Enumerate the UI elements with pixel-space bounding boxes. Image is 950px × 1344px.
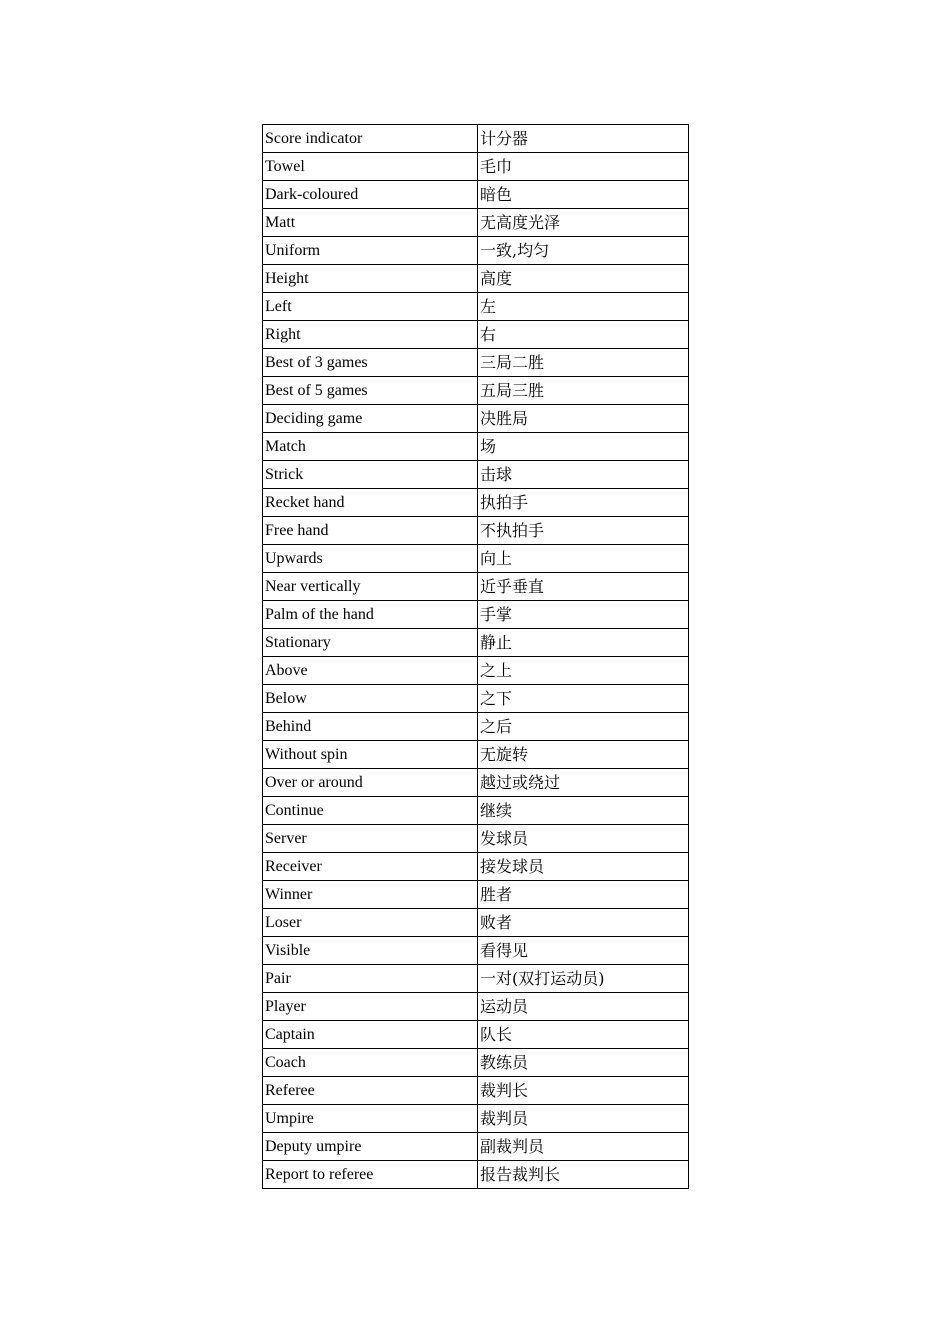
table-row [263, 993, 689, 1021]
chinese-term-cell: 左 [478, 293, 689, 321]
english-term-cell: Loser [263, 909, 478, 937]
chinese-term-cell: 队长 [478, 1021, 689, 1049]
table-row [263, 1105, 689, 1133]
table-row [263, 1021, 689, 1049]
chinese-term-cell: 看得见 [478, 937, 689, 965]
glossary-table [262, 124, 689, 1189]
english-term-cell: Report to referee [263, 1161, 478, 1189]
english-term-cell: Free hand [263, 517, 478, 545]
table-row [263, 181, 689, 209]
chinese-term-cell: 副裁判员 [478, 1133, 689, 1161]
english-term-cell: Height [263, 265, 478, 293]
chinese-term-cell: 毛巾 [478, 153, 689, 181]
table-row [263, 1161, 689, 1189]
table-row [263, 405, 689, 433]
english-term-cell: Server [263, 825, 478, 853]
chinese-term-cell: 高度 [478, 265, 689, 293]
table-row [263, 741, 689, 769]
table-row [263, 1077, 689, 1105]
english-term-cell: Towel [263, 153, 478, 181]
chinese-term-cell: 无旋转 [478, 741, 689, 769]
english-term-cell: Coach [263, 1049, 478, 1077]
chinese-term-cell: 教练员 [478, 1049, 689, 1077]
table-row [263, 965, 689, 993]
table-row [263, 573, 689, 601]
table-row [263, 293, 689, 321]
table-row [263, 853, 689, 881]
table-row [263, 517, 689, 545]
chinese-term-cell: 执拍手 [478, 489, 689, 517]
chinese-term-cell: 败者 [478, 909, 689, 937]
chinese-term-cell: 运动员 [478, 993, 689, 1021]
english-term-cell: Matt [263, 209, 478, 237]
table-row [263, 909, 689, 937]
english-term-cell: Receiver [263, 853, 478, 881]
english-term-cell: Upwards [263, 545, 478, 573]
chinese-term-cell: 之上 [478, 657, 689, 685]
english-term-cell: Captain [263, 1021, 478, 1049]
english-term-cell: Below [263, 685, 478, 713]
chinese-term-cell: 一致,均匀 [478, 237, 689, 265]
table-row [263, 1049, 689, 1077]
chinese-term-cell: 击球 [478, 461, 689, 489]
chinese-term-cell: 报告裁判长 [478, 1161, 689, 1189]
english-term-cell: Left [263, 293, 478, 321]
table-row [263, 657, 689, 685]
chinese-term-cell: 胜者 [478, 881, 689, 909]
glossary-table-body [263, 125, 689, 1189]
table-row [263, 769, 689, 797]
english-term-cell: Umpire [263, 1105, 478, 1133]
table-row [263, 153, 689, 181]
table-row [263, 349, 689, 377]
table-row [263, 713, 689, 741]
english-term-cell: Palm of the hand [263, 601, 478, 629]
english-term-cell: Uniform [263, 237, 478, 265]
table-row [263, 1133, 689, 1161]
english-term-cell: Dark-coloured [263, 181, 478, 209]
table-row [263, 377, 689, 405]
chinese-term-cell: 手掌 [478, 601, 689, 629]
chinese-term-cell: 五局三胜 [478, 377, 689, 405]
english-term-cell: Player [263, 993, 478, 1021]
chinese-term-cell: 发球员 [478, 825, 689, 853]
english-term-cell: Over or around [263, 769, 478, 797]
table-row [263, 601, 689, 629]
table-row [263, 237, 689, 265]
english-term-cell: Referee [263, 1077, 478, 1105]
chinese-term-cell: 无高度光泽 [478, 209, 689, 237]
english-term-cell: Winner [263, 881, 478, 909]
english-term-cell: Score indicator [263, 125, 478, 153]
table-row [263, 125, 689, 153]
chinese-term-cell: 越过或绕过 [478, 769, 689, 797]
chinese-term-cell: 三局二胜 [478, 349, 689, 377]
chinese-term-cell: 之后 [478, 713, 689, 741]
chinese-term-cell: 之下 [478, 685, 689, 713]
english-term-cell: Behind [263, 713, 478, 741]
chinese-term-cell: 计分器 [478, 125, 689, 153]
chinese-term-cell: 不执拍手 [478, 517, 689, 545]
english-term-cell: Match [263, 433, 478, 461]
table-row [263, 209, 689, 237]
chinese-term-cell: 暗色 [478, 181, 689, 209]
chinese-term-cell: 裁判员 [478, 1105, 689, 1133]
english-term-cell: Stationary [263, 629, 478, 657]
table-row [263, 433, 689, 461]
chinese-term-cell: 静止 [478, 629, 689, 657]
chinese-term-cell: 继续 [478, 797, 689, 825]
english-term-cell: Visible [263, 937, 478, 965]
english-term-cell: Near vertically [263, 573, 478, 601]
english-term-cell: Recket hand [263, 489, 478, 517]
english-term-cell: Best of 3 games [263, 349, 478, 377]
table-row [263, 545, 689, 573]
chinese-term-cell: 接发球员 [478, 853, 689, 881]
table-row [263, 265, 689, 293]
english-term-cell: Deciding game [263, 405, 478, 433]
table-row [263, 629, 689, 657]
table-row [263, 461, 689, 489]
english-term-cell: Continue [263, 797, 478, 825]
english-term-cell: Pair [263, 965, 478, 993]
chinese-term-cell: 近乎垂直 [478, 573, 689, 601]
chinese-term-cell: 裁判长 [478, 1077, 689, 1105]
chinese-term-cell: 一对(双打运动员) [478, 965, 689, 993]
chinese-term-cell: 场 [478, 433, 689, 461]
chinese-term-cell: 右 [478, 321, 689, 349]
table-row [263, 937, 689, 965]
english-term-cell: Strick [263, 461, 478, 489]
chinese-term-cell: 向上 [478, 545, 689, 573]
table-row [263, 825, 689, 853]
english-term-cell: Right [263, 321, 478, 349]
table-row [263, 685, 689, 713]
english-term-cell: Best of 5 games [263, 377, 478, 405]
table-row [263, 321, 689, 349]
english-term-cell: Deputy umpire [263, 1133, 478, 1161]
table-row [263, 797, 689, 825]
chinese-term-cell: 决胜局 [478, 405, 689, 433]
table-row [263, 881, 689, 909]
english-term-cell: Above [263, 657, 478, 685]
english-term-cell: Without spin [263, 741, 478, 769]
table-row [263, 489, 689, 517]
